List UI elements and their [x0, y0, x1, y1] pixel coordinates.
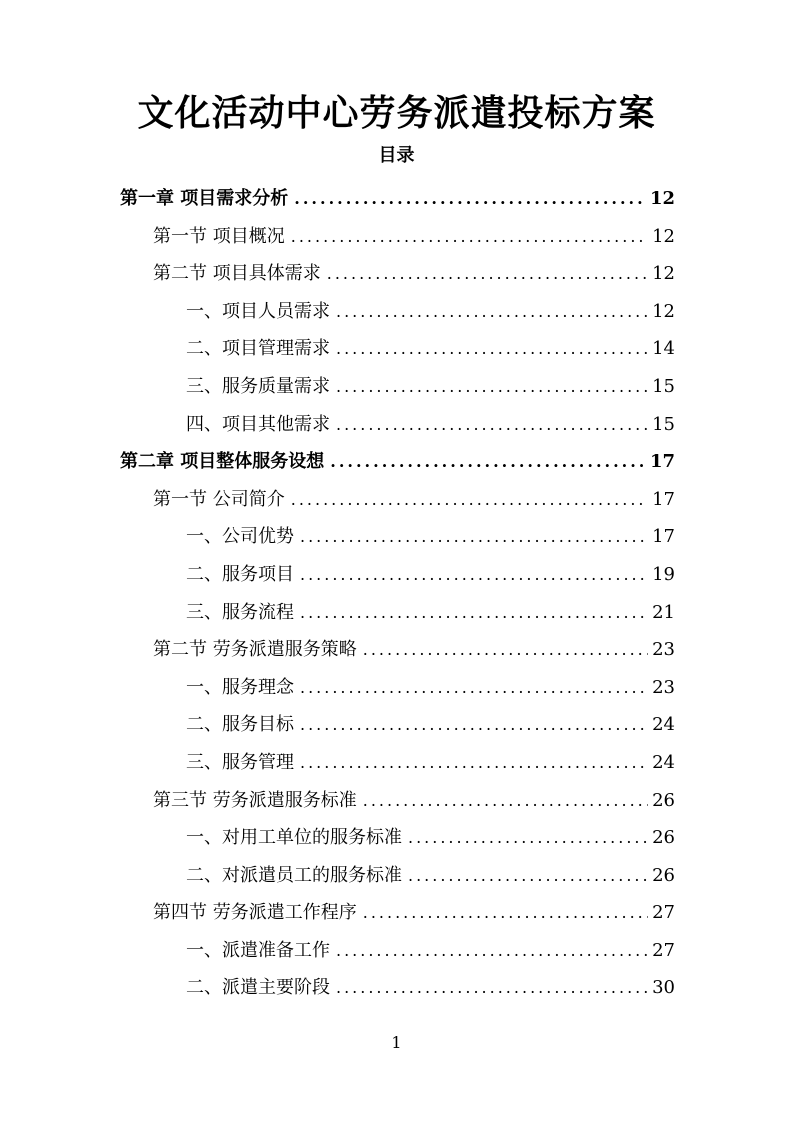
- toc-entry-label: 第一章 项目需求分析: [120, 188, 289, 209]
- toc-entry-page: 30: [652, 977, 675, 999]
- toc-entry[interactable]: [120, 556, 675, 594]
- page-number: 1: [391, 1033, 402, 1052]
- toc-entry[interactable]: [120, 669, 675, 707]
- toc-entry[interactable]: [120, 518, 675, 556]
- toc-entry-label: 四、项目其他需求: [186, 413, 330, 435]
- toc-entry-page: 14: [652, 338, 675, 360]
- toc-entry-label: 一、项目人员需求: [186, 300, 330, 322]
- toc-dot-leader: [408, 819, 648, 857]
- toc-dot-leader: [291, 218, 648, 256]
- toc-entry[interactable]: [120, 594, 675, 632]
- toc-entry-page: 24: [652, 714, 675, 736]
- toc-heading: 目录: [378, 145, 415, 166]
- toc-entry[interactable]: [120, 180, 675, 218]
- toc-entry-label: 二、对派遣员工的服务标准: [186, 864, 402, 886]
- toc-entry-page: 26: [652, 827, 675, 849]
- toc-entry[interactable]: [120, 218, 675, 256]
- toc-entry-label: 二、派遣主要阶段: [186, 977, 330, 999]
- toc-entry-page: 21: [652, 601, 675, 623]
- toc-dot-leader: [336, 932, 648, 970]
- toc-entry[interactable]: [120, 969, 675, 1007]
- toc-entry[interactable]: [120, 932, 675, 970]
- toc-entry-label: 第二节 项目具体需求: [153, 263, 321, 285]
- toc-dot-leader: [363, 894, 648, 932]
- toc-dot-leader: [336, 969, 648, 1007]
- toc-dot-leader: [300, 556, 648, 594]
- document-title: 文化活动中心劳务派遣投标方案: [137, 92, 656, 134]
- toc-entry[interactable]: [120, 255, 675, 293]
- toc-entry-label: 第一节 项目概况: [153, 225, 285, 247]
- toc-entry[interactable]: [120, 406, 675, 444]
- toc-dot-leader: [336, 293, 648, 331]
- toc-entry-label: 三、服务管理: [186, 751, 294, 773]
- toc-entry-page: 17: [652, 488, 675, 510]
- toc-entry-label: 二、服务目标: [186, 714, 294, 736]
- toc-dot-leader: [336, 330, 648, 368]
- toc-dot-leader: [336, 406, 648, 444]
- toc-entry[interactable]: [120, 744, 675, 782]
- toc-entry[interactable]: [120, 443, 675, 481]
- toc-entry-page: 27: [652, 902, 675, 924]
- toc-dot-leader: [291, 481, 648, 519]
- toc-entry-page: 26: [652, 864, 675, 886]
- toc-entry-page: 23: [652, 639, 675, 661]
- toc-dot-leader: [363, 631, 648, 669]
- toc-dot-leader: [300, 594, 648, 632]
- toc-entry[interactable]: [120, 330, 675, 368]
- toc-dot-leader: [300, 518, 648, 556]
- toc-dot-leader: [300, 744, 648, 782]
- toc-entry-page: 15: [652, 413, 675, 435]
- toc-entry-page: 19: [652, 563, 675, 585]
- table-of-contents: [120, 180, 675, 1007]
- toc-entry-label: 第二节 劳务派遣服务策略: [153, 639, 357, 661]
- toc-entry[interactable]: [120, 782, 675, 820]
- toc-entry-page: 12: [652, 263, 675, 285]
- toc-entry-page: 23: [652, 676, 675, 698]
- toc-dot-leader: [363, 782, 648, 820]
- toc-entry-page: 17: [652, 526, 675, 548]
- toc-entry-label: 一、服务理念: [186, 676, 294, 698]
- toc-dot-leader: [300, 706, 648, 744]
- toc-dot-leader: [330, 443, 646, 481]
- toc-entry[interactable]: [120, 706, 675, 744]
- toc-entry[interactable]: [120, 368, 675, 406]
- toc-dot-leader: [327, 255, 648, 293]
- toc-entry-label: 一、对用工单位的服务标准: [186, 827, 402, 849]
- toc-entry[interactable]: [120, 293, 675, 331]
- toc-entry-label: 三、服务流程: [186, 601, 294, 623]
- toc-entry-page: 12: [652, 225, 675, 247]
- toc-entry-page: 27: [652, 939, 675, 961]
- toc-entry-label: 三、服务质量需求: [186, 375, 330, 397]
- toc-entry-label: 一、派遣准备工作: [186, 939, 330, 961]
- toc-entry[interactable]: [120, 631, 675, 669]
- toc-dot-leader: [408, 857, 648, 895]
- toc-entry-page: 26: [652, 789, 675, 811]
- toc-entry-page: 24: [652, 751, 675, 773]
- toc-entry[interactable]: [120, 857, 675, 895]
- toc-dot-leader: [336, 368, 648, 406]
- toc-entry-label: 第四节 劳务派遣工作程序: [153, 902, 357, 924]
- toc-entry-page: 12: [652, 300, 675, 322]
- toc-entry-label: 第一节 公司简介: [153, 488, 285, 510]
- toc-entry[interactable]: [120, 894, 675, 932]
- toc-entry-label: 一、公司优势: [186, 526, 294, 548]
- toc-entry-page: 17: [649, 451, 675, 473]
- toc-entry-label: 二、服务项目: [186, 563, 294, 585]
- toc-entry-page: 15: [652, 375, 675, 397]
- toc-dot-leader: [294, 180, 646, 218]
- toc-entry-label: 第三节 劳务派遣服务标准: [153, 789, 357, 811]
- toc-dot-leader: [300, 669, 648, 707]
- toc-entry-label: 二、项目管理需求: [186, 338, 330, 360]
- toc-entry-label: 第二章 项目整体服务设想: [120, 451, 325, 473]
- toc-entry-page: 12: [649, 188, 675, 209]
- toc-entry[interactable]: [120, 819, 675, 857]
- toc-entry[interactable]: [120, 481, 675, 519]
